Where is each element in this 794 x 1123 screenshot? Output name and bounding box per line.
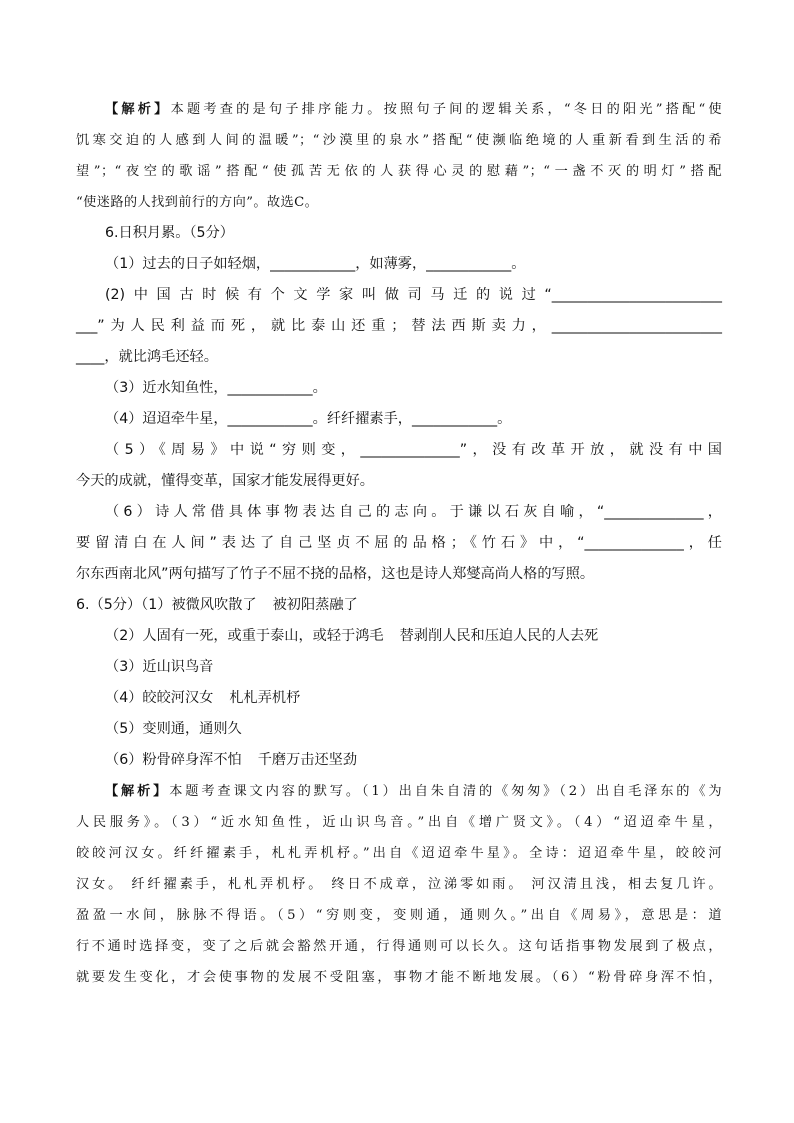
analysis-paragraph-2-line-2: 人民服务》。（3）“近水知鱼性，近山识鸟音。”出自《增广贤文》。（4）“迢迢牵牛星， — [76, 815, 722, 830]
question-item-2-line-3: ____，就比鸿毛还轻。 — [76, 349, 218, 365]
answer-item-5: （5）变则通，通则久 — [105, 721, 242, 737]
answer-item-1 — [76, 590, 722, 621]
analysis-paragraph-2-line-5: 盈盈一水间，脉脉不得语。（5）“穷则变，变则通，通则久。”出自《周易》，意思是：道 — [76, 908, 722, 923]
analysis-paragraph-2-line-1 — [76, 776, 722, 807]
analysis-paragraph-2-line-4: 汉女。 纤纤擢素手，札札弄机杼。 终日不成章，泣涕零如雨。 河汉清且浅，相去复几许。 — [76, 877, 722, 892]
document-page — [76, 94, 722, 993]
analysis-text: 本题考查的是句子排序能力。按照句子间的逻辑关系，“冬日的阳光”搭配“使 — [170, 102, 722, 117]
question-item-6-line-2: 要留清白在人间”表达了自己坚贞不屈的品格；《竹石》中，“______________，任 — [76, 535, 722, 551]
answer-prefix: 6.（5分）（1） — [76, 597, 172, 613]
question-item-2-line-1: (2)中国古时候有个文学家叫做司马迁的说过“________________________ — [105, 287, 722, 303]
answer-part: 千磨万击还坚劲 — [257, 752, 358, 768]
question-item-2-line-2: ___”为人民利益而死，就比泰山还重；替法西斯卖力，________________________ — [76, 318, 722, 334]
answer-part: 人固有一死，或重于泰山，或轻于鸿毛 — [142, 628, 384, 644]
answer-item-2 — [76, 621, 722, 652]
answer-part: 粉骨碎身浑不怕 — [142, 752, 242, 768]
analysis-paragraph-2-line-7: 就要发生变化，才会使事物的发展不受阻塞，事物才能不断地发展。（6）“粉骨碎身浑不怕， — [76, 970, 722, 985]
answer-part: 替剥削人民和压迫人民的人去死 — [399, 628, 599, 644]
answer-part: 被初阳蒸融了 — [272, 597, 358, 613]
answer-prefix: （4） — [105, 690, 143, 706]
analysis-paragraph-1-line-2: 饥寒交迫的人感到人间的温暖”；“沙漠里的泉水”搭配“使濒临绝境的人重新看到生活的希 — [76, 133, 722, 148]
question-item-4: （4）迢迢牵牛星，____________。纤纤擢素手，____________。 — [105, 411, 512, 427]
analysis-paragraph-2-line-3: 皎皎河汉女。纤纤擢素手，札札弄机杼。”出自《迢迢牵牛星》。全诗：迢迢牵牛星，皎皎河 — [76, 846, 722, 861]
analysis-tag: 【解析】 — [105, 784, 170, 799]
question-item-5-line-2: 今天的成就，懂得变革，国家才能发展得更好。 — [76, 473, 374, 489]
answer-part: 皎皎河汉女 — [142, 690, 214, 706]
analysis-text: 本题考查课文内容的默写。（1）出自朱自清的《匆匆》（2）出自毛泽东的《为 — [169, 784, 722, 799]
answer-prefix: （6） — [105, 752, 143, 768]
answer-part: 札札弄机杼 — [229, 690, 301, 706]
question-item-6-line-1: （6）诗人常借具体事物表达自己的志向。于谦以石灰自喻，“______________， — [105, 504, 722, 520]
question-item-3: （3）近水知鱼性，____________。 — [105, 380, 327, 396]
answer-item-6 — [76, 745, 722, 776]
analysis-paragraph-1-line-3: 望”；“夜空的歌谣”搭配“使孤苦无依的人获得心灵的慰藉”；“一盏不灭的明灯”搭配 — [76, 164, 722, 179]
analysis-paragraph-1-line-1 — [76, 94, 722, 125]
question-item-6-line-3: 尔东西南北风”两句描写了竹子不屈不挠的品格，这也是诗人郑燮高尚人格的写照。 — [76, 566, 595, 582]
question-item-5-line-1: （5）《周易》中说“穷则变，______________”，没有改革开放，就没有中国 — [105, 442, 722, 458]
answer-item-3: （3）近山识鸟音 — [105, 659, 214, 675]
answer-item-4 — [76, 683, 722, 714]
answer-part: 被微风吹散了 — [171, 597, 257, 613]
question-title: 6.日积月累。（5分） — [105, 225, 234, 241]
answer-prefix: （2） — [105, 628, 143, 644]
question-item-1: （1）过去的日子如轻烟，____________，如薄雾，____________。 — [105, 256, 526, 272]
analysis-paragraph-2-line-6: 行不通时选择变，变了之后就会豁然开通，行得通则可以长久。这句话指事物发展到了极点， — [76, 939, 722, 954]
analysis-paragraph-1-line-4: “使迷路的人找到前行的方向”。故选C。 — [76, 195, 319, 210]
analysis-tag: 【解析】 — [105, 102, 171, 117]
